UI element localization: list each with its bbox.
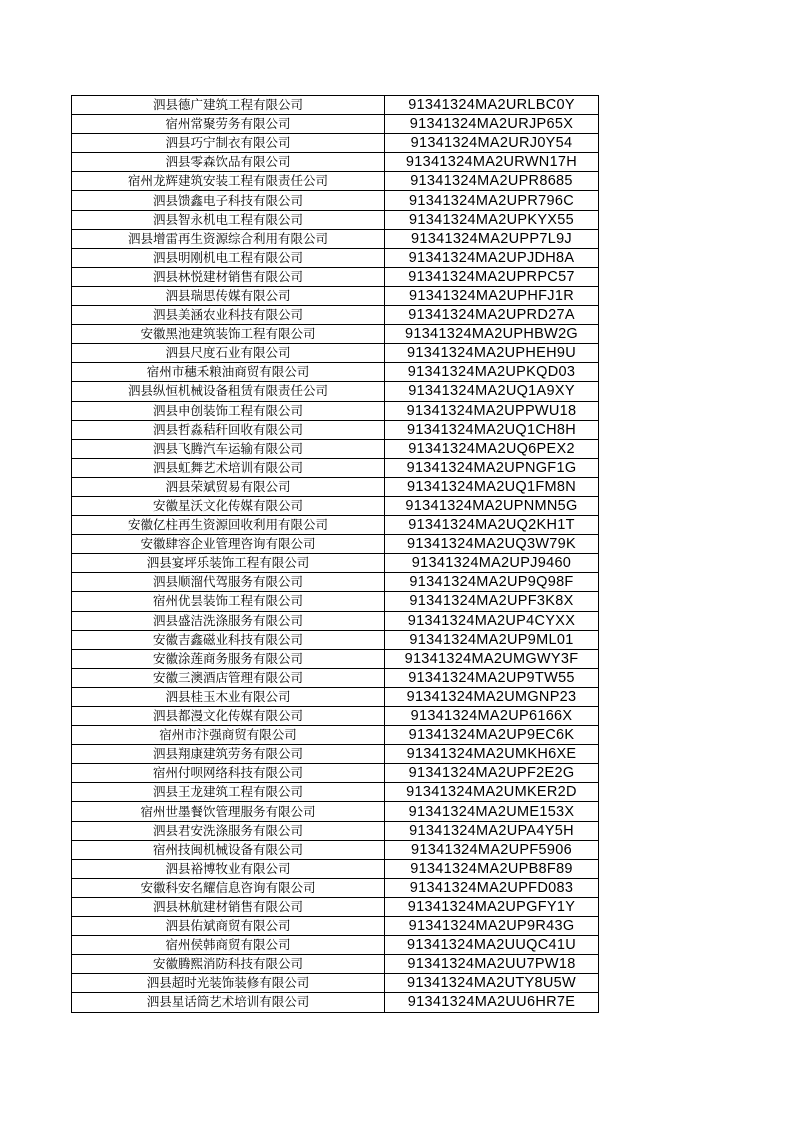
credit-code-cell: 91341324MA2UPRPC57 xyxy=(385,267,599,286)
company-name-cell: 泗县美涵农业科技有限公司 xyxy=(72,306,385,325)
company-name-cell: 泗县顺溜代驾服务有限公司 xyxy=(72,573,385,592)
company-name-cell: 泗县星话筒艺术培训有限公司 xyxy=(72,993,385,1012)
credit-code-cell: 91341324MA2UPNGF1G xyxy=(385,458,599,477)
company-name-cell: 宿州市汴强商贸有限公司 xyxy=(72,726,385,745)
company-name-cell: 泗县明刚机电工程有限公司 xyxy=(72,248,385,267)
table-row xyxy=(72,974,599,993)
table-row xyxy=(72,554,599,573)
company-name-cell: 泗县增雷再生资源综合利用有限公司 xyxy=(72,229,385,248)
company-name-cell: 宿州市穗禾粮油商贸有限公司 xyxy=(72,363,385,382)
company-name-cell: 宿州龙辉建筑安装工程有限责任公司 xyxy=(72,172,385,191)
credit-code-cell: 91341324MA2UME153X xyxy=(385,802,599,821)
table-row xyxy=(72,840,599,859)
credit-code-cell: 91341324MA2UPKQD03 xyxy=(385,363,599,382)
table-row xyxy=(72,210,599,229)
company-name-cell: 泗县林航建材销售有限公司 xyxy=(72,897,385,916)
company-name-cell: 泗县尺度石业有限公司 xyxy=(72,344,385,363)
table-row xyxy=(72,783,599,802)
credit-code-cell: 91341324MA2UTY8U5W xyxy=(385,974,599,993)
company-name-cell: 泗县瑞思传媒有限公司 xyxy=(72,286,385,305)
table-row xyxy=(72,115,599,134)
credit-code-cell: 91341324MA2UP9EC6K xyxy=(385,726,599,745)
table-row xyxy=(72,878,599,897)
company-registry-table xyxy=(71,95,599,1013)
credit-code-cell: 91341324MA2UMGWY3F xyxy=(385,649,599,668)
credit-code-cell: 91341324MA2URJ0Y54 xyxy=(385,134,599,153)
table-row xyxy=(72,286,599,305)
company-name-cell: 泗县林悦建材销售有限公司 xyxy=(72,267,385,286)
company-name-cell: 泗县零森饮品有限公司 xyxy=(72,153,385,172)
company-name-cell: 安徽黑池建筑装饰工程有限公司 xyxy=(72,325,385,344)
table-row xyxy=(72,267,599,286)
company-name-cell: 泗县德广建筑工程有限公司 xyxy=(72,96,385,115)
table-row xyxy=(72,153,599,172)
table-row xyxy=(72,477,599,496)
credit-code-cell: 91341324MA2UQ1FM8N xyxy=(385,477,599,496)
table-row xyxy=(72,668,599,687)
table-row xyxy=(72,707,599,726)
table-row xyxy=(72,802,599,821)
company-name-cell: 安徽腾熙消防科技有限公司 xyxy=(72,955,385,974)
table-row xyxy=(72,325,599,344)
credit-code-cell: 91341324MA2UQ2KH1T xyxy=(385,516,599,535)
credit-code-cell: 91341324MA2UMGNP23 xyxy=(385,687,599,706)
company-name-cell: 安徽三澳酒店管理有限公司 xyxy=(72,668,385,687)
table-row xyxy=(72,306,599,325)
credit-code-cell: 91341324MA2UP4CYXX xyxy=(385,611,599,630)
table-row xyxy=(72,248,599,267)
company-name-cell: 安徽科安名耀信息咨询有限公司 xyxy=(72,878,385,897)
table-row xyxy=(72,401,599,420)
table-row xyxy=(72,955,599,974)
credit-code-cell: 91341324MA2UPHFJ1R xyxy=(385,286,599,305)
company-name-cell: 泗县飞腾汽车运输有限公司 xyxy=(72,439,385,458)
table-row xyxy=(72,993,599,1012)
credit-code-cell: 91341324MA2UPR796C xyxy=(385,191,599,210)
table-row xyxy=(72,630,599,649)
table-row xyxy=(72,745,599,764)
credit-code-cell: 91341324MA2UU6HR7E xyxy=(385,993,599,1012)
credit-code-cell: 91341324MA2UMKH6XE xyxy=(385,745,599,764)
table-row xyxy=(72,764,599,783)
credit-code-cell: 91341324MA2UMKER2D xyxy=(385,783,599,802)
credit-code-cell: 91341324MA2UP6166X xyxy=(385,707,599,726)
credit-code-cell: 91341324MA2UPGFY1Y xyxy=(385,897,599,916)
table-row xyxy=(72,687,599,706)
company-name-cell: 泗县智永机电工程有限公司 xyxy=(72,210,385,229)
credit-code-cell: 91341324MA2URLBC0Y xyxy=(385,96,599,115)
company-name-cell: 泗县馈鑫电子科技有限公司 xyxy=(72,191,385,210)
company-name-cell: 安徽亿柱再生资源回收利用有限公司 xyxy=(72,516,385,535)
credit-code-cell: 91341324MA2UPA4Y5H xyxy=(385,821,599,840)
company-name-cell: 泗县超时光装饰装修有限公司 xyxy=(72,974,385,993)
company-name-cell: 泗县荣斌贸易有限公司 xyxy=(72,477,385,496)
credit-code-cell: 91341324MA2UP9R43G xyxy=(385,917,599,936)
credit-code-cell: 91341324MA2UUQC41U xyxy=(385,936,599,955)
company-name-cell: 安徽星沃文化传媒有限公司 xyxy=(72,496,385,515)
company-name-cell: 泗县哲淼秸秆回收有限公司 xyxy=(72,420,385,439)
company-name-cell: 宿州常聚劳务有限公司 xyxy=(72,115,385,134)
credit-code-cell: 91341324MA2UQ6PEX2 xyxy=(385,439,599,458)
credit-code-cell: 91341324MA2UPNMN5G xyxy=(385,496,599,515)
company-name-cell: 泗县佑斌商贸有限公司 xyxy=(72,917,385,936)
company-name-cell: 泗县宴坪乐装饰工程有限公司 xyxy=(72,554,385,573)
company-name-cell: 泗县纵恒机械设备租赁有限责任公司 xyxy=(72,382,385,401)
company-name-cell: 泗县虹舞艺术培训有限公司 xyxy=(72,458,385,477)
company-name-cell: 泗县君安洗涤服务有限公司 xyxy=(72,821,385,840)
credit-code-cell: 91341324MA2UPP7L9J xyxy=(385,229,599,248)
table-row xyxy=(72,496,599,515)
table-row xyxy=(72,439,599,458)
table-row xyxy=(72,936,599,955)
table-row xyxy=(72,897,599,916)
table-row xyxy=(72,363,599,382)
company-name-cell: 宿州付呗网络科技有限公司 xyxy=(72,764,385,783)
company-name-cell: 泗县桂玉木业有限公司 xyxy=(72,687,385,706)
credit-code-cell: 91341324MA2UPKYX55 xyxy=(385,210,599,229)
company-name-cell: 宿州优昙装饰工程有限公司 xyxy=(72,592,385,611)
credit-code-cell: 91341324MA2UQ1CH8H xyxy=(385,420,599,439)
credit-code-cell: 91341324MA2URWN17H xyxy=(385,153,599,172)
company-name-cell: 宿州侯韩商贸有限公司 xyxy=(72,936,385,955)
company-name-cell: 泗县巧宁制衣有限公司 xyxy=(72,134,385,153)
table-row xyxy=(72,917,599,936)
company-name-cell: 泗县盛洁洗涤服务有限公司 xyxy=(72,611,385,630)
table-row xyxy=(72,191,599,210)
credit-code-cell: 91341324MA2UPJ9460 xyxy=(385,554,599,573)
credit-code-cell: 91341324MA2UPHBW2G xyxy=(385,325,599,344)
credit-code-cell: 91341324MA2UPHEH9U xyxy=(385,344,599,363)
company-name-cell: 泗县裕博牧业有限公司 xyxy=(72,859,385,878)
company-name-cell: 宿州世墨餐饮管理服务有限公司 xyxy=(72,802,385,821)
company-name-cell: 泗县都漫文化传媒有限公司 xyxy=(72,707,385,726)
credit-code-cell: 91341324MA2UPF2E2G xyxy=(385,764,599,783)
credit-code-cell: 91341324MA2URJP65X xyxy=(385,115,599,134)
credit-code-cell: 91341324MA2UQ1A9XY xyxy=(385,382,599,401)
company-name-cell: 泗县翔康建筑劳务有限公司 xyxy=(72,745,385,764)
table-row xyxy=(72,134,599,153)
credit-code-cell: 91341324MA2UPJDH8A xyxy=(385,248,599,267)
credit-code-cell: 91341324MA2UP9Q98F xyxy=(385,573,599,592)
company-name-cell: 安徽吉鑫磁业科技有限公司 xyxy=(72,630,385,649)
credit-code-cell: 91341324MA2UP9ML01 xyxy=(385,630,599,649)
table-row xyxy=(72,535,599,554)
credit-code-cell: 91341324MA2UP9TW55 xyxy=(385,668,599,687)
credit-code-cell: 91341324MA2UPPWU18 xyxy=(385,401,599,420)
table-row xyxy=(72,611,599,630)
company-name-cell: 安徽肆容企业管理咨询有限公司 xyxy=(72,535,385,554)
credit-code-cell: 91341324MA2UQ3W79K xyxy=(385,535,599,554)
company-name-cell: 安徽涂莲商务服务有限公司 xyxy=(72,649,385,668)
credit-code-cell: 91341324MA2UPR8685 xyxy=(385,172,599,191)
company-name-cell: 宿州技闽机械设备有限公司 xyxy=(72,840,385,859)
table-row xyxy=(72,229,599,248)
table-row xyxy=(72,592,599,611)
table-row xyxy=(72,859,599,878)
table-row xyxy=(72,344,599,363)
credit-code-cell: 91341324MA2UPRD27A xyxy=(385,306,599,325)
company-name-cell: 泗县王龙建筑工程有限公司 xyxy=(72,783,385,802)
company-name-cell: 泗县申创装饰工程有限公司 xyxy=(72,401,385,420)
table-row xyxy=(72,726,599,745)
registry-table-body xyxy=(72,96,599,1013)
credit-code-cell: 91341324MA2UPB8F89 xyxy=(385,859,599,878)
table-row xyxy=(72,573,599,592)
table-row xyxy=(72,516,599,535)
table-row xyxy=(72,382,599,401)
credit-code-cell: 91341324MA2UPF3K8X xyxy=(385,592,599,611)
table-row xyxy=(72,172,599,191)
table-row xyxy=(72,821,599,840)
table-row xyxy=(72,458,599,477)
table-row xyxy=(72,420,599,439)
credit-code-cell: 91341324MA2UPF5906 xyxy=(385,840,599,859)
table-row xyxy=(72,649,599,668)
credit-code-cell: 91341324MA2UPFD083 xyxy=(385,878,599,897)
credit-code-cell: 91341324MA2UU7PW18 xyxy=(385,955,599,974)
table-row xyxy=(72,96,599,115)
